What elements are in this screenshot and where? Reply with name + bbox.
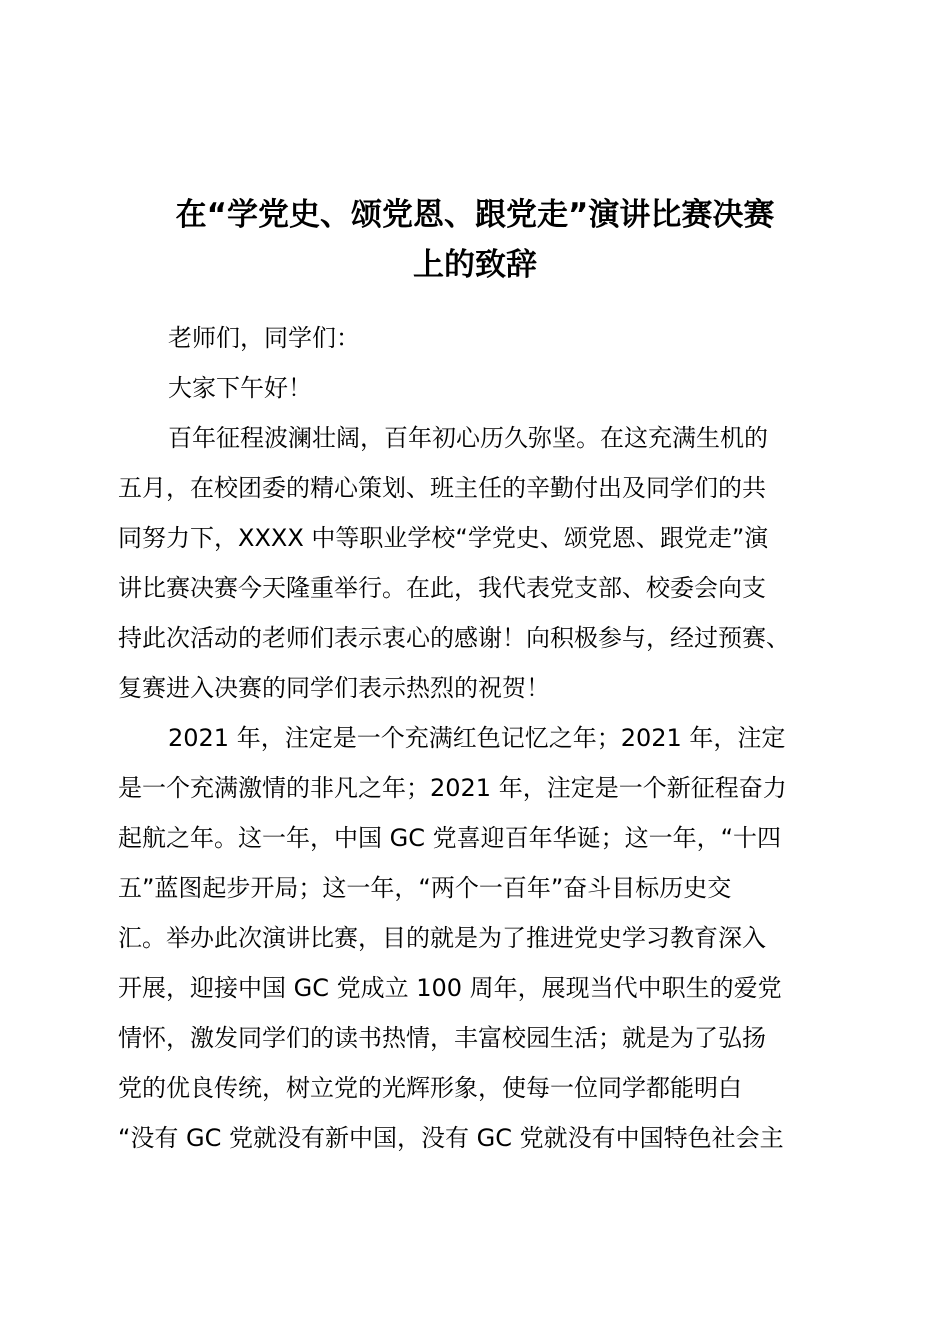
body-line: 持此次活动的老师们表示衷心的感谢！向积极参与，经过预赛、 [118, 624, 790, 652]
body-line: 起航之年。这一年，中国 GC 党喜迎百年华诞；这一年，“十四 [118, 824, 782, 852]
body-line: 讲比赛决赛今天隆重举行。在此，我代表党支部、校委会向支 [118, 574, 766, 602]
document-title [118, 190, 832, 290]
body-line: 开展，迎接中国 GC 党成立 100 周年，展现当代中职生的爱党 [118, 974, 782, 1002]
body-line: 大家下午好！ [168, 374, 312, 402]
title-line-1: 在“学党史、颂党恩、跟党走”演讲比赛决赛 [175, 197, 775, 233]
document-body [118, 313, 834, 1163]
body-line: “没有 GC 党就没有新中国，没有 GC 党就没有中国特色社会主 [118, 1124, 784, 1152]
body-line: 复赛进入决赛的同学们表示热烈的祝贺！ [118, 674, 550, 702]
body-line: 汇。举办此次演讲比赛，目的就是为了推进党史学习教育深入 [118, 924, 766, 952]
body-line: 同努力下，XXXX 中等职业学校“学党史、颂党恩、跟党走”演 [118, 524, 769, 552]
body-line: 五”蓝图起步开局；这一年，“两个一百年”奋斗目标历史交 [118, 874, 732, 902]
body-line: 百年征程波澜壮阔，百年初心历久弥坚。在这充满生机的 [168, 424, 768, 452]
body-line: 是一个充满激情的非凡之年；2021 年，注定是一个新征程奋力 [118, 774, 787, 802]
body-line: 老师们，同学们： [168, 324, 360, 352]
body-line: 2021 年，注定是一个充满红色记忆之年；2021 年，注定 [168, 724, 786, 752]
title-line-2: 上的致辞 [413, 247, 537, 283]
body-line: 情怀，激发同学们的读书热情，丰富校园生活；就是为了弘扬 [118, 1024, 766, 1052]
body-line: 党的优良传统，树立党的光辉形象，使每一位同学都能明白 [118, 1074, 742, 1102]
body-line: 五月，在校团委的精心策划、班主任的辛勤付出及同学们的共 [118, 474, 766, 502]
